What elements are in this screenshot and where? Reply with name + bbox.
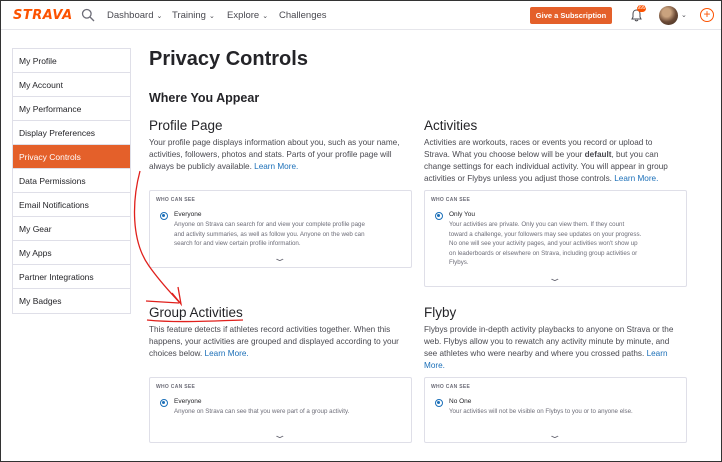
flyby-description [424, 324, 709, 372]
chevron-down-icon[interactable]: ⌄ [547, 430, 563, 440]
nav-dashboard-label: Dashboard [107, 10, 154, 21]
sidebar-item-my-account[interactable]: My Account [13, 73, 130, 97]
sidebar-item-my-performance[interactable]: My Performance [13, 97, 130, 121]
sidebar-item-privacy-controls[interactable]: Privacy Controls [13, 145, 130, 169]
option-title: Everyone [174, 211, 202, 218]
option-title: No One [449, 398, 472, 405]
sidebar-item-my-apps[interactable]: My Apps [13, 241, 130, 265]
learn-more-link[interactable]: Learn More. [254, 162, 299, 171]
option-description [174, 220, 409, 249]
sidebar-item-data-permissions[interactable]: Data Permissions [13, 169, 130, 193]
learn-more-link-cont[interactable]: More. [424, 361, 445, 370]
desc-line [149, 348, 417, 360]
option-description [449, 220, 684, 268]
chevron-down-icon[interactable]: ⌄ [681, 12, 687, 19]
activities-description [424, 137, 704, 185]
desc-text: , but you can [611, 150, 659, 159]
nav-challenges[interactable] [279, 10, 327, 21]
desc-line: activities, followers, photos and stats. Parts of your profile page will [149, 150, 392, 159]
option-desc-line: Flybys. [449, 259, 469, 266]
top-nav [1, 1, 721, 30]
who-can-see-label: WHO CAN SEE [156, 384, 196, 390]
sidebar-item-email-notifications[interactable]: Email Notifications [13, 193, 130, 217]
desc-line [424, 149, 704, 161]
option-desc-line: on leaderboards or elsewhere on Strava, including group activities or [449, 249, 638, 257]
option-desc-line: Anyone on Strava can search for and view your complete profile page [174, 221, 365, 228]
sidebar-item-display-preferences[interactable]: Display Preferences [13, 121, 130, 145]
avatar[interactable] [659, 6, 678, 25]
profile-page-title: Profile Page [149, 118, 223, 133]
option-desc-line: No one will see your activity pages, and your activities won't show up [449, 240, 638, 247]
who-can-see-label: WHO CAN SEE [156, 197, 196, 203]
radio-selected-icon[interactable] [435, 212, 443, 220]
nav-dashboard[interactable] [107, 10, 162, 21]
chevron-down-icon: ⌄ [208, 13, 215, 20]
desc-line: This feature detects if athletes record activities together. When this [149, 325, 391, 334]
option-desc-line: Anyone on Strava can see that you were part of a group activity. [174, 408, 350, 415]
section-heading: Where You Appear [149, 91, 260, 105]
option-desc-line: Your activities will not be visible on Flybys to you or to anyone else. [449, 408, 633, 415]
flyby-title: Flyby [424, 305, 457, 320]
desc-text: Strava. What you choose below will be your [424, 150, 585, 159]
desc-line [424, 348, 709, 360]
desc-line: Activities are workouts, races or events you record or upload to [424, 138, 653, 147]
option-title: Only You [449, 211, 476, 218]
group-visibility-card[interactable] [149, 377, 412, 443]
learn-more-link[interactable]: Learn More. [204, 349, 249, 358]
give-subscription-button[interactable]: Give a Subscription [530, 7, 612, 24]
who-can-see-label: WHO CAN SEE [431, 384, 471, 390]
flyby-visibility-card[interactable] [424, 377, 687, 443]
option-desc-line: search for and view certain profile information. [174, 240, 301, 247]
chevron-down-icon[interactable]: ⌄ [272, 430, 288, 440]
option-description [449, 407, 684, 417]
who-can-see-label: WHO CAN SEE [431, 197, 471, 203]
search-icon[interactable] [81, 8, 95, 22]
strava-logo[interactable]: STRAVA [13, 8, 73, 23]
desc-line: web. Flybys allow you to rewatch any activity minute by minute, and [424, 337, 670, 346]
group-activities-description [149, 324, 417, 360]
sidebar-item-my-gear[interactable]: My Gear [13, 217, 130, 241]
desc-line [424, 173, 704, 185]
group-activities-title: Group Activities [149, 305, 243, 320]
nav-explore[interactable] [227, 10, 268, 21]
desc-bold: default [584, 150, 612, 159]
desc-line: Your profile page displays information about you, such as your name, [149, 138, 400, 147]
page-title: Privacy Controls [149, 48, 308, 70]
nav-explore-label: Explore [227, 10, 260, 21]
desc-line: Flybys provide in-depth activity playbacks to anyone on Strava or the [424, 325, 674, 334]
radio-selected-icon[interactable] [160, 399, 168, 407]
desc-line [424, 360, 709, 372]
desc-line: change settings for each individual activity. You will appear in group [424, 162, 668, 171]
profile-visibility-card[interactable] [149, 190, 412, 268]
learn-more-link[interactable]: Learn More. [614, 174, 659, 183]
nav-challenges-label: Challenges [279, 10, 327, 21]
chevron-down-icon: ⌄ [156, 13, 163, 20]
desc-text: choices below. [149, 349, 203, 358]
chevron-down-icon: ⌄ [262, 13, 269, 20]
learn-more-link[interactable]: Learn [646, 349, 668, 358]
option-desc-line: and activity summaries, as well as follow you. Anyone on the web can [174, 230, 365, 238]
option-desc-line: toward a challenge, your followers may see updates on your progress. [449, 230, 642, 238]
radio-selected-icon[interactable] [435, 399, 443, 407]
desc-text: activities or Flybys unless you adjust those controls. [424, 174, 612, 183]
chevron-down-icon[interactable]: ⌄ [272, 253, 288, 263]
nav-training[interactable] [172, 10, 215, 21]
desc-text: always be publicly available. [149, 162, 252, 171]
radio-selected-icon[interactable] [160, 212, 168, 220]
profile-page-description [149, 137, 417, 173]
option-description [174, 407, 409, 417]
sidebar-item-my-profile[interactable]: My Profile [13, 49, 130, 73]
sidebar-item-my-badges[interactable]: My Badges [19, 296, 62, 306]
nav-training-label: Training [172, 10, 206, 21]
desc-line [149, 161, 417, 173]
activities-visibility-card[interactable] [424, 190, 687, 287]
activities-title: Activities [424, 118, 478, 133]
option-title: Everyone [174, 398, 202, 405]
desc-text: see athletes who were nearby and where you crossed paths. [424, 349, 645, 358]
chevron-down-icon[interactable]: ⌄ [547, 273, 563, 283]
add-icon[interactable]: + [700, 8, 714, 22]
settings-sidebar [12, 48, 131, 314]
desc-line: happens, your activities are grouped and displayed according to your [149, 337, 399, 346]
sidebar-item-partner-integrations[interactable]: Partner Integrations [13, 265, 130, 289]
option-desc-line: Your activities are private. Only you can view them. If they count [449, 221, 625, 228]
notification-badge: 999 [637, 5, 646, 11]
